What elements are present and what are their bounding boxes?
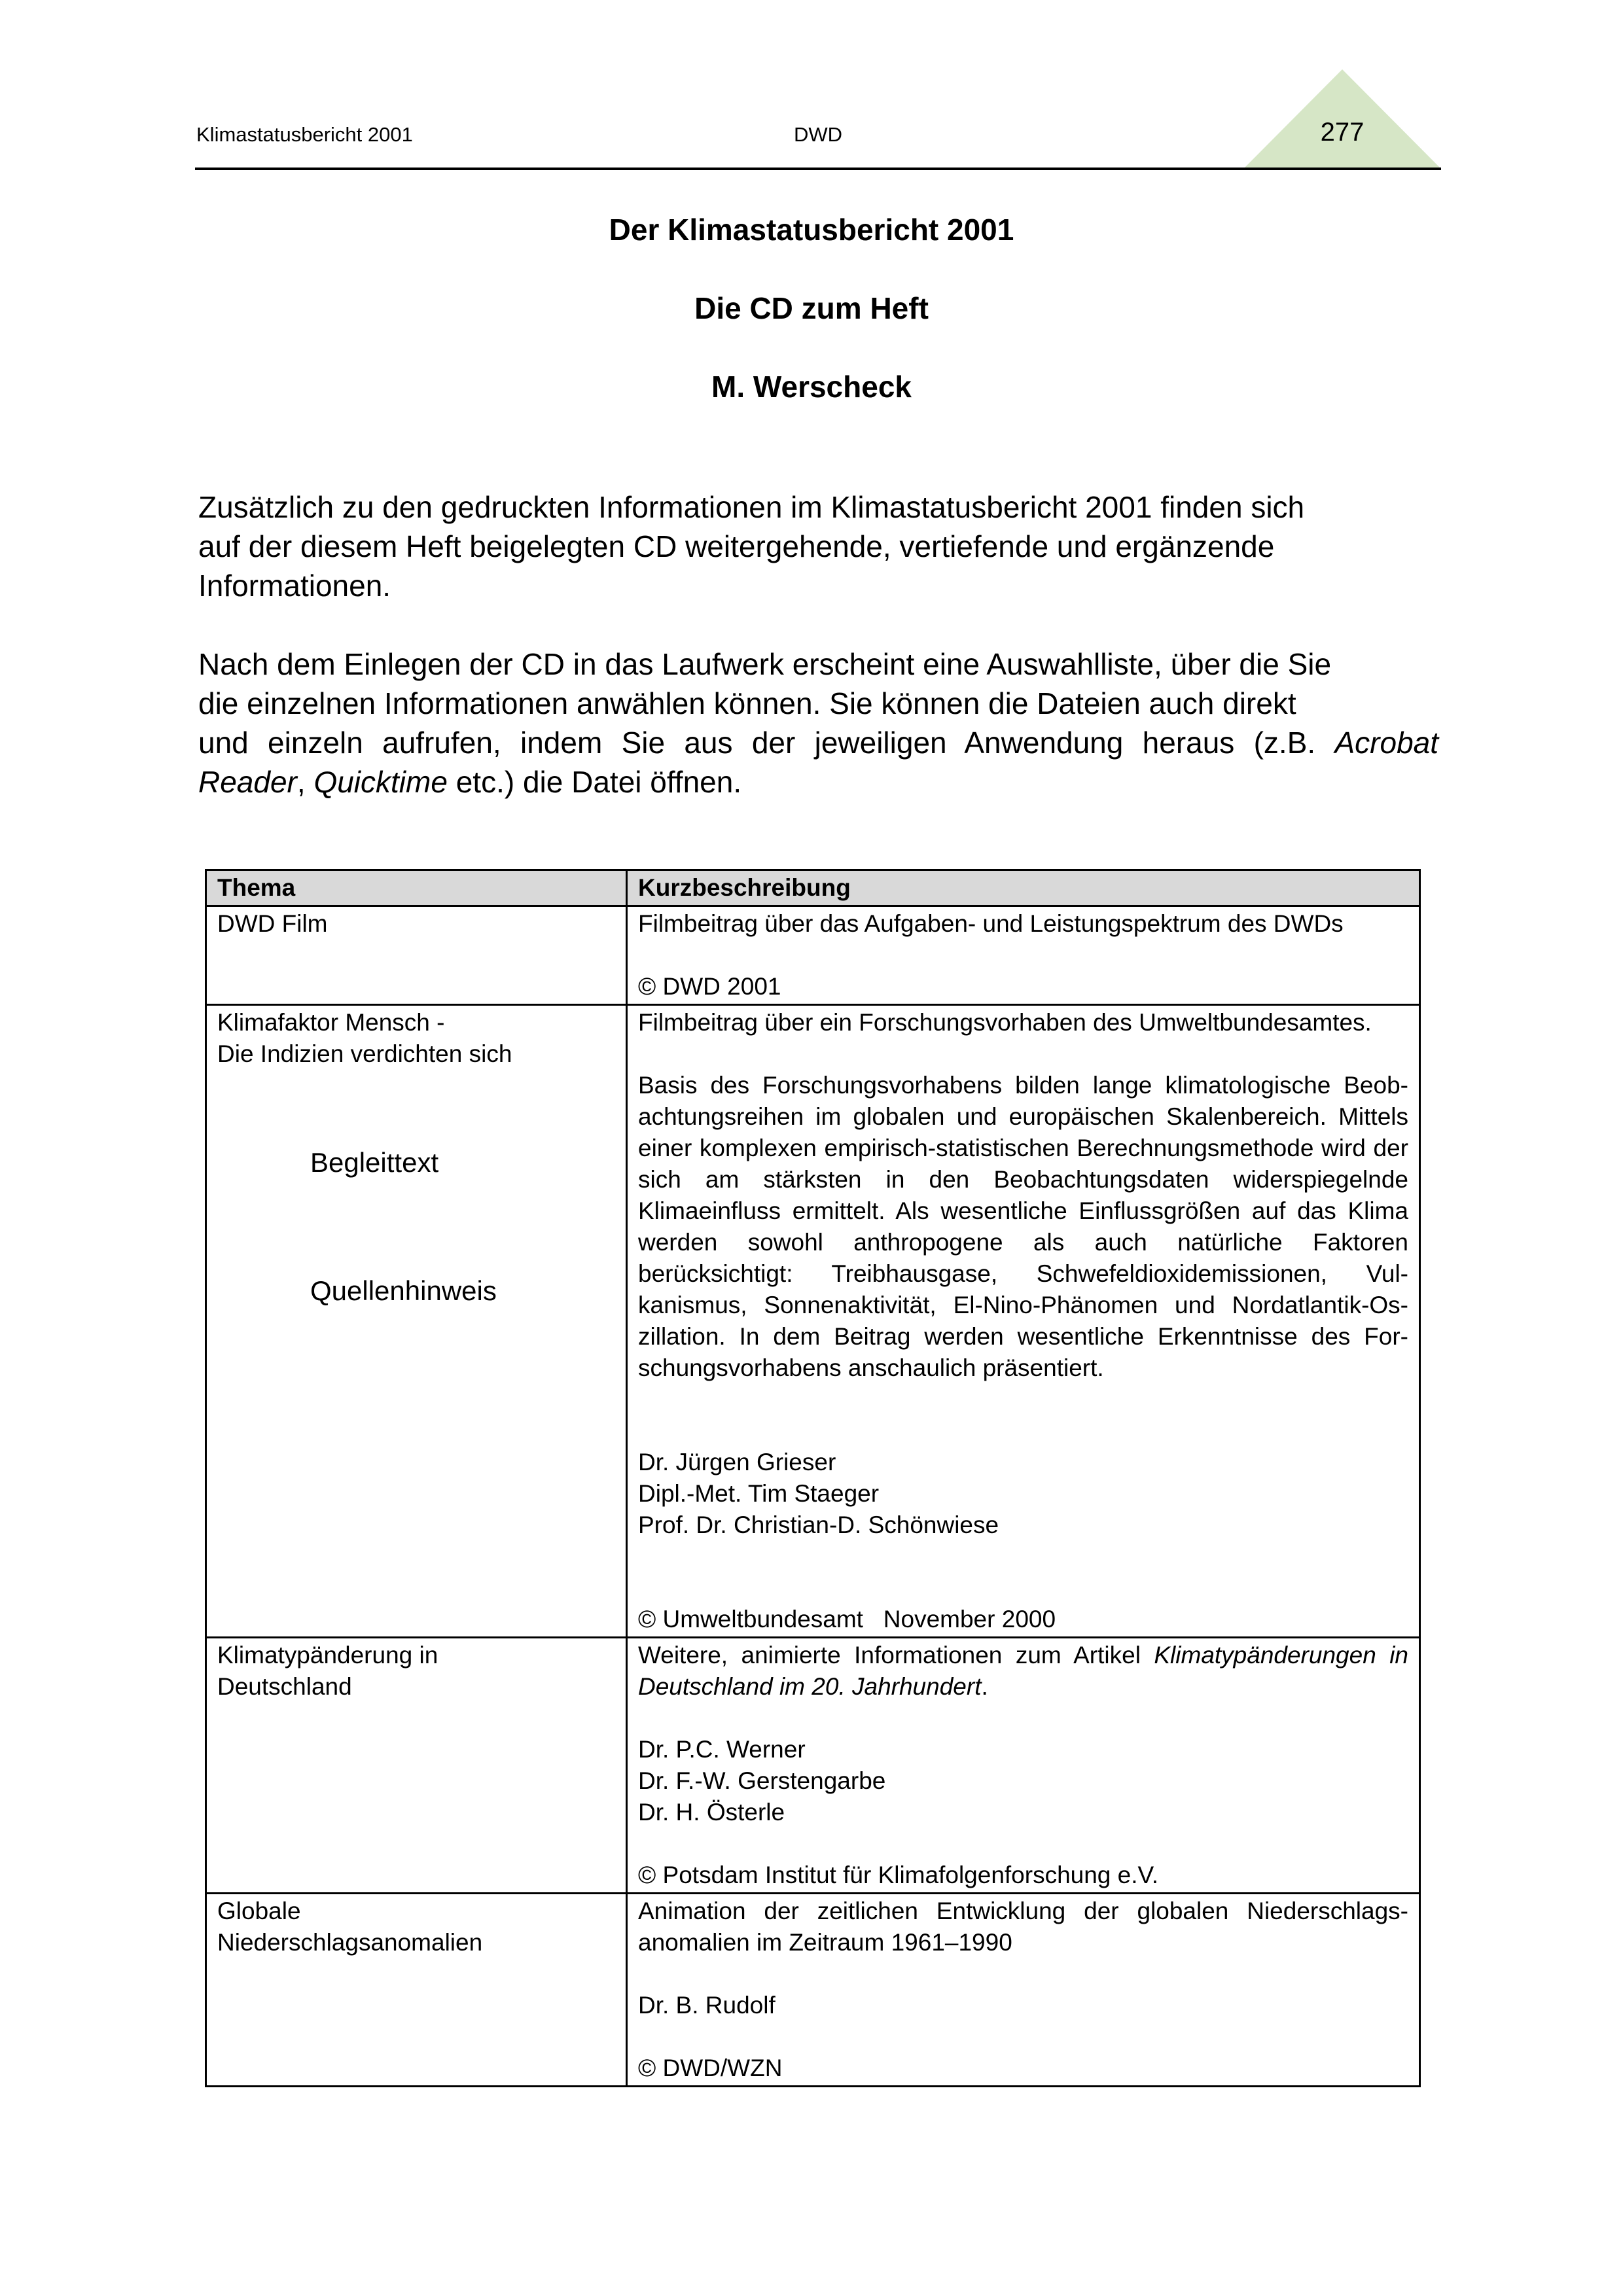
thema-text: Klimatypänderung in	[217, 1642, 438, 1669]
usage-tail: etc.) die Datei öffnen.	[455, 765, 742, 799]
header-kurzbeschreibung: Kurzbeschreibung	[627, 870, 1420, 906]
header-rule	[195, 168, 1441, 170]
description-intro: Weitere, animierte Informationen zum Artikel	[638, 1642, 1141, 1669]
intro-line: Informationen.	[198, 569, 391, 603]
description-end: .	[981, 1673, 988, 1700]
table-header-row	[206, 870, 1420, 906]
author-text: Dr. P.C. Werner	[638, 1736, 806, 1763]
table-row	[206, 906, 1420, 1005]
begleittext-link[interactable]: Begleittext	[310, 1147, 439, 1178]
table-row	[206, 1894, 1420, 2087]
row-description	[627, 906, 1420, 1005]
thema-text: Klimafaktor Mensch -	[217, 1009, 445, 1036]
table-row	[206, 1638, 1420, 1894]
usage-line	[198, 723, 1438, 762]
author-text: Dr. F.-W. Gerstengarbe	[638, 1767, 886, 1794]
quellenhinweis-link[interactable]: Quellenhinweis	[310, 1275, 497, 1306]
row-thema	[206, 1894, 627, 2087]
thema-text: Globale	[217, 1898, 301, 1924]
row-description	[627, 1638, 1420, 1894]
author-text: Dr. B. Rudolf	[638, 1992, 776, 2019]
description-paragraph: Basis des Forschungsvorhabens bilden lange klimatologische Beobachtungsreihen im globalen und europäischen Skalenbereich. Mittels einer komplexen empirisch-statistischen Berechnungsmethode wird der sich am stärksten in den Beobachtungsdaten widerspiegelnde Klimaeinfluss ermittelt. Als wesentliche Einflussgrößen auf das Klima werden sowohl anthropogene als auch natürliche Faktoren berücksichtigt: Treibhausgase, Schwefeldioxidemissionen, Vulkanismus, Sonnenaktivität, El-Nino-Phänomen und Nordatlantik-Oszillation. In dem Beitrag werden wesentliche Erkenntnisse des Forschungsvorhabens anschaulich präsentiert.	[638, 1072, 1408, 1381]
description-text: Filmbeitrag über das Aufgaben- und Leistungspektrum des DWDs	[638, 910, 1344, 937]
row-thema	[206, 906, 627, 1005]
usage-paragraph	[198, 645, 1438, 802]
row-thema	[206, 1638, 627, 1894]
header-thema: Thema	[206, 870, 627, 906]
document-author: M. Werscheck	[711, 370, 912, 404]
copyright-text: © DWD/WZN	[638, 2055, 783, 2081]
article-title: Klimatypänderungen in Deutschland im 20. Jahrhundert	[638, 1642, 1409, 1700]
page-number: 277	[1320, 118, 1364, 147]
copyright-text: © DWD 2001	[638, 973, 781, 1000]
intro-paragraph	[198, 487, 1438, 605]
acrobat-term: Acrobat	[1334, 726, 1439, 760]
usage-line: Nach dem Einlegen der CD in das Laufwerk erscheint eine Auswahlliste, über die Sie	[198, 647, 1332, 681]
usage-line: die einzelnen Informationen anwählen können. Sie können die Dateien auch direkt	[198, 686, 1296, 720]
document-subtitle: Die CD zum Heft	[694, 291, 929, 325]
thema-text: Die Indizien verdichten sich	[217, 1040, 512, 1067]
intro-line: auf der diesem Heft beigelegten CD weitergehende, vertiefende und ergänzende	[198, 529, 1275, 563]
usage-line	[198, 762, 1438, 802]
copyright-text: © Umweltbundesamt November 2000	[638, 1606, 1056, 1633]
thema-text: DWD Film	[217, 910, 328, 937]
usage-line-text: und einzeln aufrufen, indem Sie aus der jeweiligen Anwendung heraus (z.B.	[198, 726, 1316, 760]
intro-line: Zusätzlich zu den gedruckten Informationen im Klimastatusbericht 2001 finden sich	[198, 490, 1305, 524]
copyright-text: © Potsdam Institut für Klimafolgenforschung e.V.	[638, 1862, 1159, 1888]
author-text: Dr. H. Österle	[638, 1799, 785, 1826]
running-header-title: Klimastatusbericht 2001	[196, 123, 413, 146]
reader-term: Reader	[198, 765, 297, 799]
quicktime-term: Quicktime	[313, 765, 448, 799]
row-description	[627, 1005, 1420, 1638]
thema-text: Niederschlagsanomalien	[217, 1929, 483, 1956]
table-row	[206, 1005, 1420, 1638]
thema-text: Deutschland	[217, 1673, 352, 1700]
description-text	[638, 1640, 1408, 1703]
author-text: Prof. Dr. Christian-D. Schönwiese	[638, 1511, 999, 1538]
author-text: Dr. Jürgen Grieser	[638, 1449, 836, 1475]
author-text: Dipl.-Met. Tim Staeger	[638, 1480, 880, 1507]
row-description	[627, 1894, 1420, 2087]
row-thema	[206, 1005, 627, 1638]
document-title: Der Klimastatusbericht 2001	[609, 213, 1014, 247]
cd-contents-table	[205, 869, 1421, 2087]
description-text: Animation der zeitlichen Entwicklung der globalen Niederschlagsanomalien im Zeitraum 1961–1990	[638, 1898, 1408, 1956]
running-header-org: DWD	[793, 123, 843, 146]
comma: ,	[296, 765, 306, 799]
description-text: Filmbeitrag über ein Forschungsvorhaben des Umweltbundesamtes.	[638, 1009, 1372, 1036]
